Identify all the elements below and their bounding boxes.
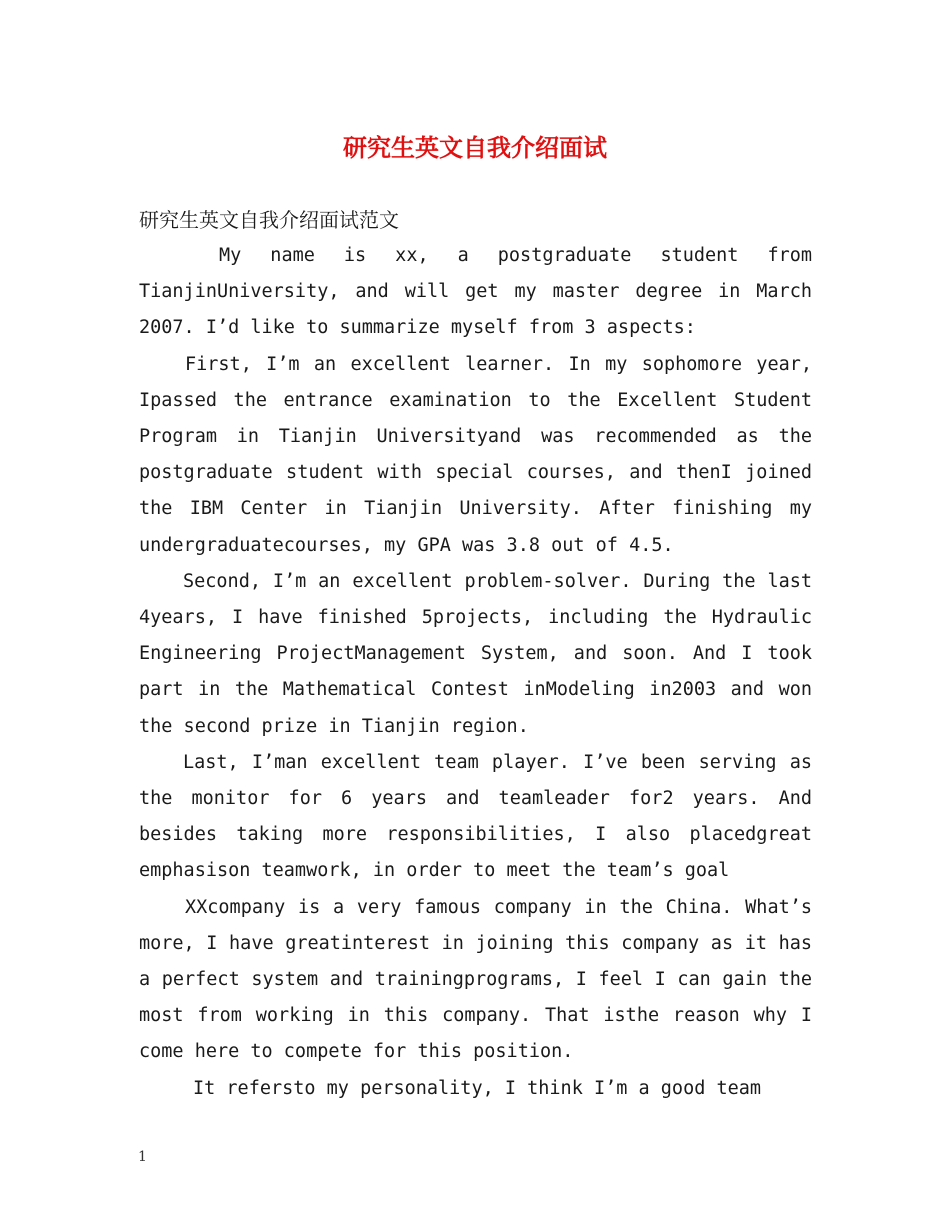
paragraph-team-player: Last, I’man excellent team player. I’ve been serving as the monitor for 6 years and teamleader for2 years. And besides taking more responsibilities, I also placedgreat emphasison teamwork, in order to meet the team’s goal (139, 751, 812, 882)
paragraph-company: XXcompany is a very famous company in the China. What’s more, I have greatinterest in joining this company as it has a perfect system and trainingprograms, I feel I can gain the most from working in this company. That isthe reason why I come here to compete for this position. (139, 896, 812, 1063)
paragraph-personality: It refersto my personality, I think I’m a good team (193, 1077, 762, 1099)
paragraph-learner: First, I’m an excellent learner. In my sophomore year, Ipassed the entrance examination to the Excellent Student Program in Tianjin Universityand was recommended as the postgraduate student with special courses, and thenI joined the IBM Center in Tianjin University. After finishing my undergraduatecourses, my GPA was 3.8 out of 4.5. (139, 353, 812, 556)
page-number: 1 (138, 1149, 147, 1165)
document-title: 研究生英文自我介绍面试 (343, 133, 607, 162)
paragraph-problem-solver: Second, I’m an excellent problem-solver. During the last 4years, I have finished 5projects, including the Hydraulic Engineering ProjectManagement System, and soon. And I took part in the Mathematical Contest inModeling in2003 and won the second prize in Tianjin region. (139, 570, 812, 737)
document-body (139, 202, 812, 1107)
paragraph-intro: My name is xx, a postgraduate student from TianjinUniversity, and will get my master degree in March 2007. I’d like to summarize myself from 3 aspects: (139, 245, 812, 339)
document-subtitle: 研究生英文自我介绍面试范文 (139, 208, 399, 232)
